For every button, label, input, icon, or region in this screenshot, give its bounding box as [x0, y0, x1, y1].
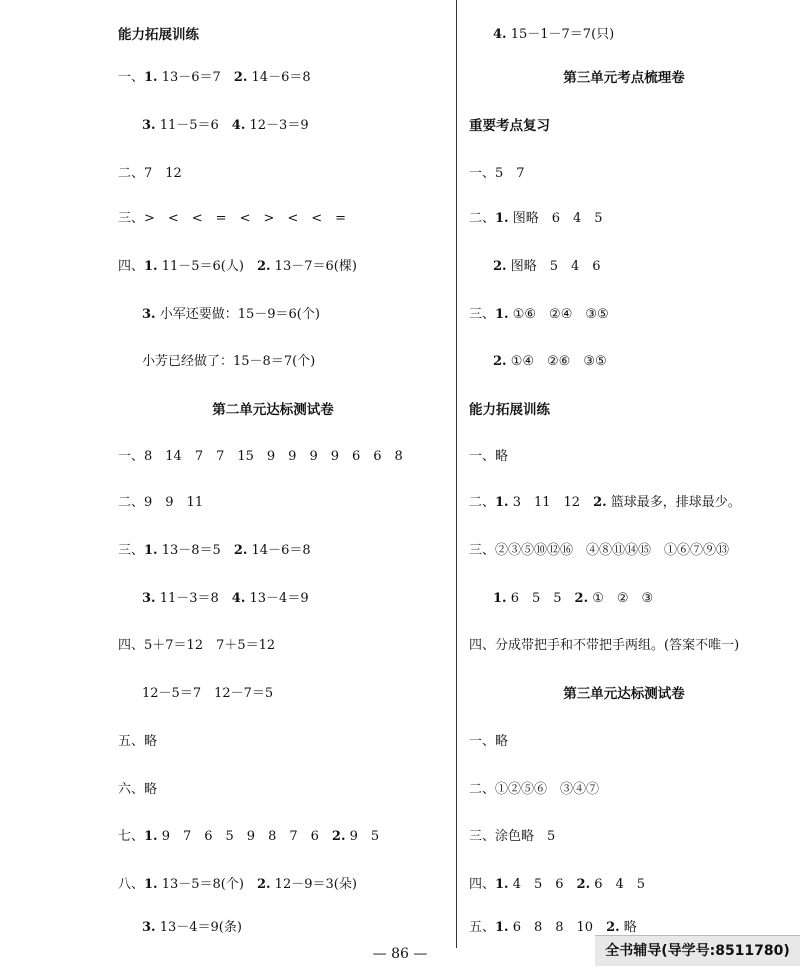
answer-line: 四、5＋7＝12 7＋5＝12 — [118, 638, 276, 653]
section-title: 第二单元达标测试卷 — [212, 402, 334, 418]
answer-line: 二、①②⑤⑥ ③④⑦ — [469, 782, 600, 797]
answer-line: 4. 15－1－7＝7(只) — [493, 27, 615, 42]
guide-badge: 全书辅导(导学号:8511780) — [595, 935, 800, 966]
answer-line: 四、1. 11－5＝6(人) 2. 13－7＝6(棵) — [118, 259, 357, 274]
section-heading: 能力拓展训练 — [469, 402, 550, 418]
answer-line: 1. 6 5 5 2. ① ② ③ — [493, 591, 654, 606]
section-title: 第三单元达标测试卷 — [563, 686, 685, 702]
answer-line: 一、略 — [469, 449, 509, 464]
answer-line: 一、略 — [469, 734, 509, 749]
answer-line: 3. 小军还要做：15－9＝6(个) — [142, 307, 320, 322]
section-heading: 能力拓展训练 — [118, 27, 199, 43]
answer-line: 2. 图略 5 4 6 — [493, 259, 601, 274]
answer-line: 四、1. 4 5 6 2. 6 4 5 — [469, 877, 646, 892]
answer-line: 3. 11－5＝6 4. 12－3＝9 — [142, 118, 309, 133]
answer-line: 2. ①④ ②⑥ ③⑤ — [493, 354, 607, 369]
answer-line: 五、略 — [118, 734, 158, 749]
answer-line: 二、7 12 — [118, 166, 182, 181]
answer-line: 3. 11－3＝8 4. 13－4＝9 — [142, 591, 309, 606]
answer-line: 八、1. 13－5＝8(个) 2. 12－9＝3(朵) — [118, 877, 357, 892]
answer-line: 七、1. 9 7 6 5 9 8 7 6 2. 9 5 — [118, 829, 380, 844]
answer-line: 三、涂色略 5 — [469, 829, 556, 844]
answer-line: 二、1. 3 11 12 2. 篮球最多，排球最少。 — [469, 495, 741, 510]
answer-line: 二、1. 图略 6 4 5 — [469, 211, 603, 226]
answer-line: 四、分成带把手和不带把手两组。(答案不唯一) — [469, 638, 740, 653]
answer-line: 三、1. ①⑥ ②④ ③⑤ — [469, 307, 609, 322]
section-heading: 重要考点复习 — [469, 118, 550, 134]
answer-line: 一、5 7 — [469, 166, 525, 181]
answer-line: 二、9 9 11 — [118, 495, 204, 510]
section-title: 第三单元考点梳理卷 — [563, 70, 685, 86]
page-number: — 86 — — [372, 946, 428, 962]
column-divider — [456, 0, 457, 948]
answer-line: 三、> < < = < > < < = — [118, 211, 347, 226]
answer-line: 一、1. 13－6＝7 2. 14－6＝8 — [118, 70, 311, 85]
answer-line: 五、1. 6 8 8 10 2. 略 — [469, 920, 637, 935]
answer-line: 三、1. 13－8＝5 2. 14－6＝8 — [118, 543, 311, 558]
answer-line: 12－5＝7 12－7＝5 — [142, 686, 274, 701]
answer-line: 3. 13－4＝9(条) — [142, 920, 242, 935]
answer-line: 三、②③⑤⑩⑫⑯ ④⑧⑪⑭⑮ ①⑥⑦⑨⑬ — [469, 543, 730, 558]
answer-line: 六、略 — [118, 782, 158, 797]
answer-line: 一、8 14 7 7 15 9 9 9 9 6 6 8 — [118, 449, 403, 464]
answer-line: 小芳已经做了：15－8＝7(个) — [142, 354, 316, 369]
